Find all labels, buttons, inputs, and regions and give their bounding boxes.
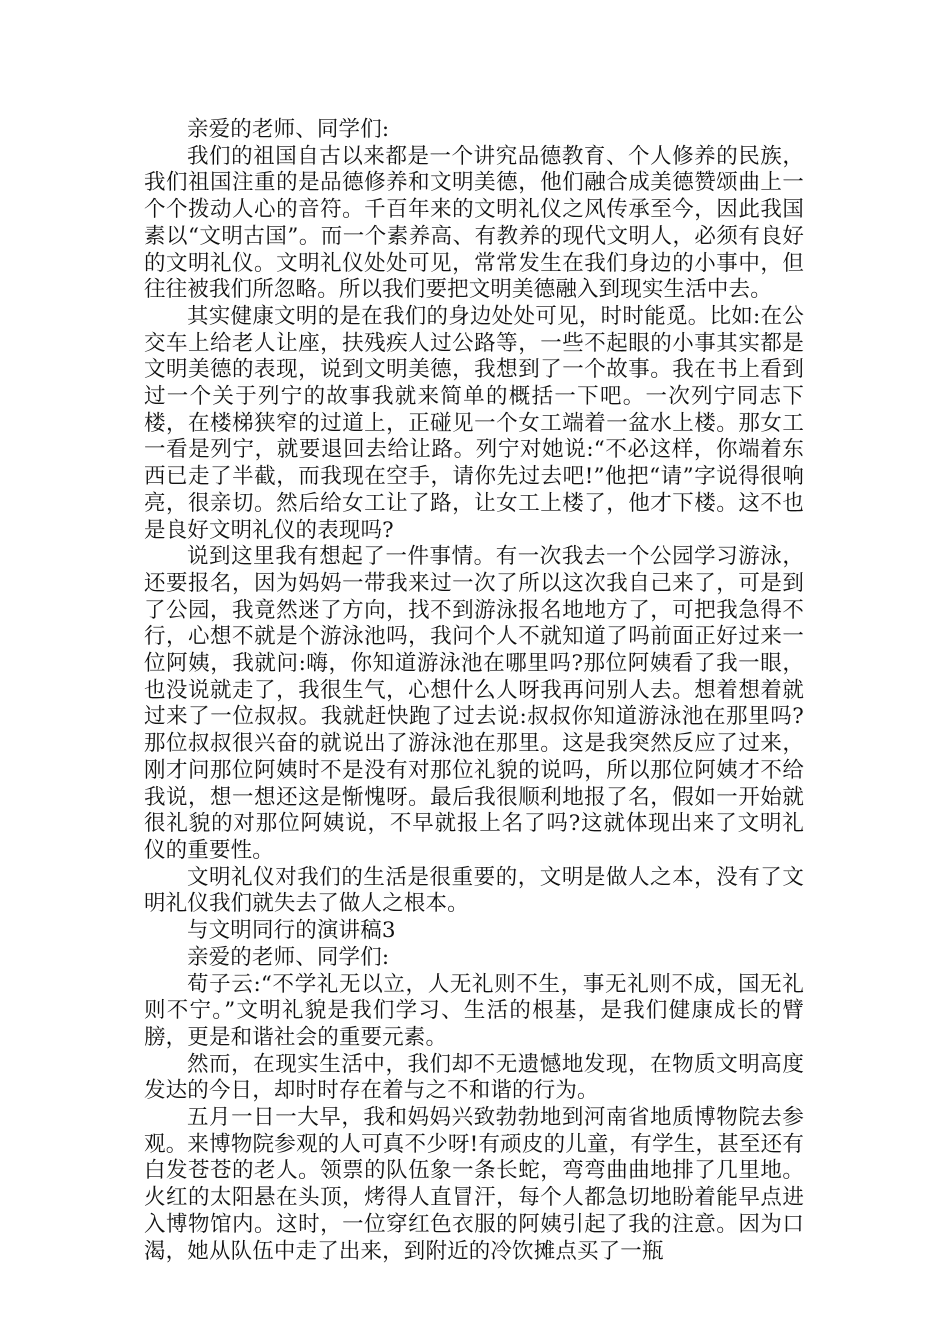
speech-title: 与文明同行的演讲稿3 <box>187 918 396 944</box>
salutation: 亲爱的老师、同学们: <box>187 944 390 970</box>
paragraph: 五月一日一大早，我和妈妈兴致勃勃地到河南省地质博物院去参观。来博物院参观的人可真不少呀!有顽皮的儿童，有学生，甚至还有白发苍苍的老人。领票的队伍象一条长蛇，弯弯曲曲地排了几里地。火红的太阳悬在头顶，烤得人直冒汗，每个人都急切地盼着能早点进入博物馆内。这时，一位穿红色衣服的阿姨引起了我的注意。因为口渴，她从队伍中走了出来，到附近的冷饮摊点买了一瓶 <box>144 1105 804 1264</box>
paragraph: 其实健康文明的是在我们的身边处处可见，时时能觅。比如:在公交车上给老人让座，扶残疾人过公路等，一些不起眼的小事其实都是文明美德的表现，说到文明美德，我想到了一个故事。我在书上看到过一个关于列宁的故事我就来简单的概括一下吧。一次列宁同志下楼，在楼梯狭窄的过道上，正碰见一个女工端着一盆水上楼。那女工一看是列宁，就要退回去给让路。列宁对她说:“不必这样，你端着东西已走了半截，而我现在空手，请你先过去吧!”他把“请”字说得很响亮，很亲切。然后给女工让了路，让女工上楼了，他才下楼。这不也是良好文明礼仪的表现吗? <box>144 303 804 543</box>
paragraph: 我们的祖国自古以来都是一个讲究品德教育、个人修养的民族，我们祖国注重的是品德修养和文明美德，他们融合成美德赞颂曲上一个个拨动人心的音符。千百年来的文明礼仪之风传承至今，因此我国素以“文明古国”。而一个素养高、有教养的现代文明人，必须有良好的文明礼仪。文明礼仪处处可见，常常发生在我们身边的小事中，但往往被我们所忽略。所以我们要把文明美德融入到现实生活中去。 <box>144 143 804 303</box>
paragraph: 文明礼仪对我们的生活是很重要的，文明是做人之本，没有了文明礼仪我们就失去了做人之根本。 <box>144 864 804 917</box>
document-page <box>144 117 804 1265</box>
paragraph: 然而，在现实生活中，我们却不无遗憾地发现，在物质文明高度发达的今日，却时时存在着与之不和谐的行为。 <box>144 1051 804 1104</box>
paragraph: 荀子云:“不学礼无以立，人无礼则不生，事无礼则不成，国无礼则不宁。”文明礼貌是我们学习、生活的根基，是我们健康成长的臂膀，更是和谐社会的重要元素。 <box>144 971 804 1050</box>
salutation: 亲爱的老师、同学们: <box>187 117 390 142</box>
paragraph: 说到这里我有想起了一件事情。有一次我去一个公园学习游泳，还要报名，因为妈妈一带我来过一次了所以这次我自己来了，可是到了公园，我竟然迷了方向，找不到游泳报名地地方了，可把我急得不行，心想不就是个游泳池吗，我问个人不就知道了吗前面正好过来一位阿姨，我就问:嗨，你知道游泳池在哪里吗?那位阿姨看了我一眼，也没说就走了，我很生气，心想什么人呀我再问别人去。想着想着就过来了一位叔叔。我就赶快跑了过去说:叔叔你知道游泳池在那里吗?那位叔叔很兴奋的就说出了游泳池在那里。这是我突然反应了过来，刚才问那位阿姨时不是没有对那位礼貌的说吗，所以那位阿姨才不给我说，想一想还这是惭愧呀。最后我很顺利地报了名，假如一开始就很礼貌的对那位阿姨说，不早就报上名了吗?这就体现出来了文明礼仪的重要性。 <box>144 544 804 863</box>
